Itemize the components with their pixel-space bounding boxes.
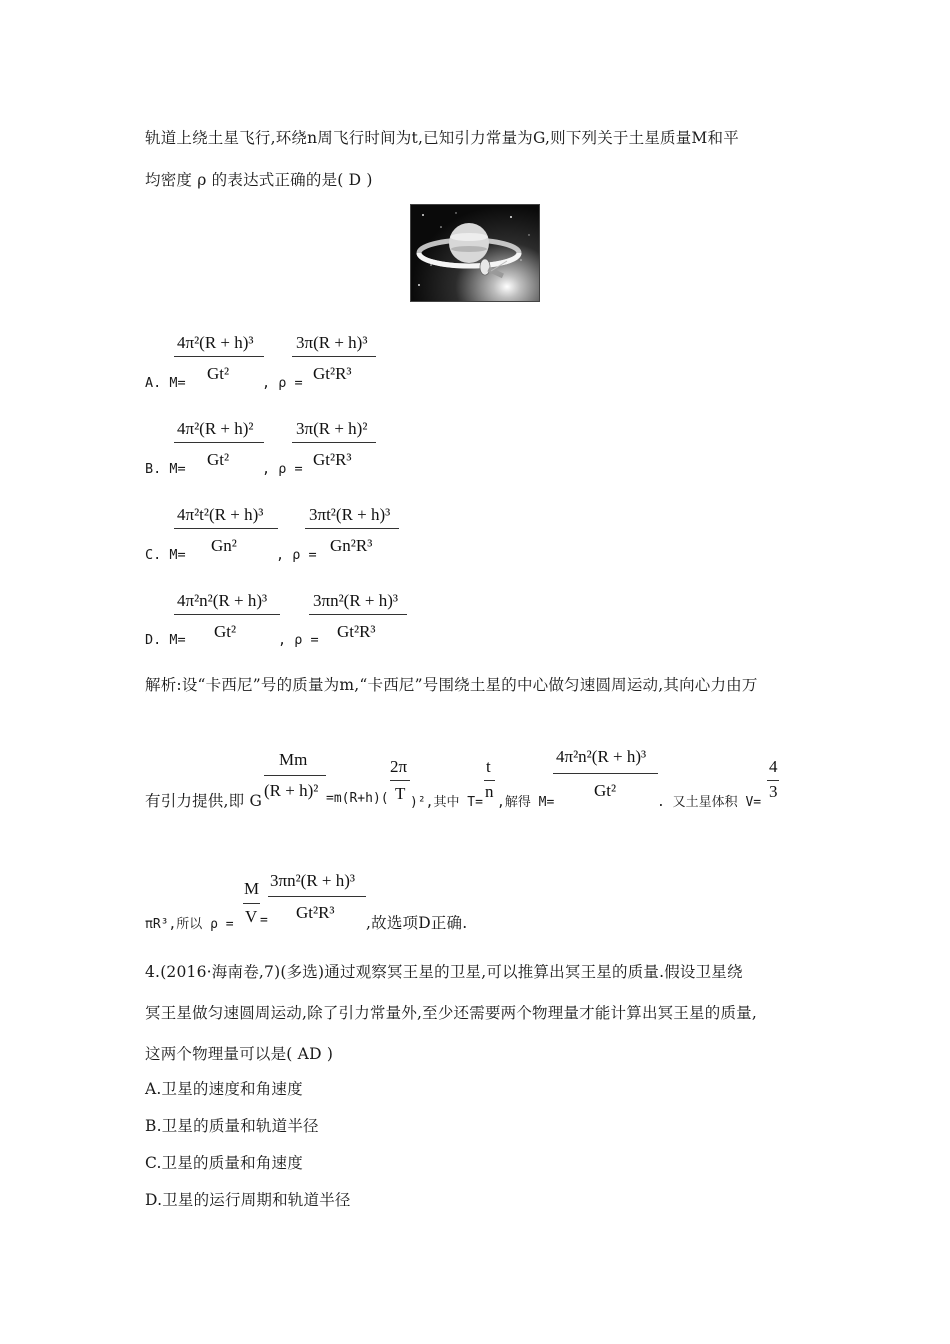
question-text-line-2: 均密度 ρ 的表达式正确的是( D ) bbox=[145, 171, 373, 189]
q4-line-2: 冥王星做匀速圆周运动,除了引力常量外,至少还需要两个物理量才能计算出冥王星的质量, bbox=[145, 1004, 757, 1022]
fraction-tn-denominator: n bbox=[485, 782, 494, 801]
q4-option-d: D.卫星的运行周期和轨道半径 bbox=[145, 1191, 351, 1209]
q4-option-c: C.卫星的质量和角速度 bbox=[145, 1154, 303, 1172]
q4-option-a: A.卫星的速度和角速度 bbox=[145, 1080, 303, 1098]
fraction-bar bbox=[553, 773, 658, 774]
q4-option-b: B.卫星的质量和轨道半径 bbox=[145, 1117, 319, 1135]
fraction-4-3-denominator: 3 bbox=[769, 782, 778, 801]
option-b-rho-denominator: Gt²R³ bbox=[313, 450, 352, 469]
q4-line-3: 这两个物理量可以是( AD ) bbox=[145, 1045, 334, 1063]
fraction-rho-denominator: Gt²R³ bbox=[296, 903, 335, 922]
fraction-bar bbox=[292, 442, 376, 443]
fraction-bar bbox=[268, 896, 366, 897]
option-b-m-numerator: 4π²(R + h)² bbox=[177, 419, 254, 438]
fraction-bar bbox=[484, 780, 495, 781]
option-d-rho-denominator: Gt²R³ bbox=[337, 622, 376, 641]
analysis-line-2-b: =m(R+h)( bbox=[326, 791, 389, 806]
analysis-line-3-c: ,故选项D正确. bbox=[366, 914, 468, 932]
fraction-rho-numerator: 3πn²(R + h)³ bbox=[270, 871, 356, 890]
fraction-bar bbox=[264, 775, 326, 776]
fraction-bar bbox=[174, 442, 264, 443]
fraction-2pi-numerator: 2π bbox=[390, 757, 408, 776]
option-c-label: C. M= bbox=[145, 547, 186, 563]
analysis-line-1: 解析:设“卡西尼”号的质量为m,“卡西尼”号围绕土星的中心做匀速圆周运动,其向心力由万 bbox=[145, 676, 758, 694]
option-d-m-denominator: Gt² bbox=[214, 622, 237, 641]
option-a-label: A. M= bbox=[145, 375, 186, 391]
fraction-bar bbox=[174, 614, 280, 615]
fraction-bar bbox=[292, 356, 376, 357]
fraction-m-denominator: Gt² bbox=[594, 781, 617, 800]
option-d-m-numerator: 4π²n²(R + h)³ bbox=[177, 591, 268, 610]
option-b-rho-label: , ρ = bbox=[262, 461, 303, 477]
option-a-rho-label: , ρ = bbox=[262, 375, 303, 391]
saturn-illustration bbox=[411, 205, 539, 301]
fraction-tn-numerator: t bbox=[486, 757, 491, 776]
fraction-4-3-numerator: 4 bbox=[769, 757, 778, 776]
analysis-line-2-a: 有引力提供,即 G bbox=[145, 792, 263, 810]
analysis-line-2-e: . 又土星体积 V= bbox=[657, 795, 762, 810]
fraction-mm-numerator: Mm bbox=[279, 750, 308, 769]
option-b-m-denominator: Gt² bbox=[207, 450, 230, 469]
option-c-rho-numerator: 3πt²(R + h)³ bbox=[309, 505, 391, 524]
option-b-rho-numerator: 3π(R + h)² bbox=[296, 419, 368, 438]
option-a-rho-numerator: 3π(R + h)³ bbox=[296, 333, 368, 352]
analysis-line-2-d: ,解得 M= bbox=[497, 795, 555, 810]
option-d-rho-numerator: 3πn²(R + h)³ bbox=[313, 591, 399, 610]
saturn-with-spacecraft-image bbox=[410, 204, 540, 302]
option-c-m-denominator: Gn² bbox=[211, 536, 237, 555]
fraction-bar bbox=[243, 903, 260, 904]
fraction-2pi-denominator: T bbox=[395, 784, 406, 803]
fraction-m-numerator: 4π²n²(R + h)³ bbox=[556, 747, 647, 766]
fraction-bar bbox=[174, 356, 264, 357]
fraction-mm-denominator: (R + h)² bbox=[264, 781, 319, 800]
option-d-label: D. M= bbox=[145, 632, 186, 648]
fraction-bar bbox=[390, 780, 410, 781]
q4-line-1: 4.(2016·海南卷,7)(多选)通过观察冥王星的卫星,可以推算出冥王星的质量.假设卫星绕 bbox=[145, 963, 743, 981]
option-c-rho-label: , ρ = bbox=[276, 547, 317, 563]
fraction-bar bbox=[767, 780, 779, 781]
option-a-m-denominator: Gt² bbox=[207, 364, 230, 383]
option-c-rho-denominator: Gn²R³ bbox=[330, 536, 373, 555]
analysis-line-3-b: = bbox=[260, 913, 268, 928]
fraction-bar bbox=[174, 528, 278, 529]
option-d-rho-label: , ρ = bbox=[278, 632, 319, 648]
analysis-line-3-a: πR³,所以 ρ = bbox=[145, 917, 234, 932]
option-a-rho-denominator: Gt²R³ bbox=[313, 364, 352, 383]
fraction-m-v-numerator: M bbox=[244, 879, 260, 898]
fraction-m-v-denominator: V bbox=[245, 907, 258, 926]
option-c-m-numerator: 4π²t²(R + h)³ bbox=[177, 505, 264, 524]
fraction-bar bbox=[305, 528, 399, 529]
option-a-m-numerator: 4π²(R + h)³ bbox=[177, 333, 254, 352]
analysis-line-2-c: )²,其中 T= bbox=[410, 795, 483, 810]
question-text-line-1: 轨道上绕土星飞行,环绕n周飞行时间为t,已知引力常量为G,则下列关于土星质量M和平 bbox=[145, 129, 739, 147]
fraction-bar bbox=[309, 614, 407, 615]
option-b-label: B. M= bbox=[145, 461, 186, 477]
